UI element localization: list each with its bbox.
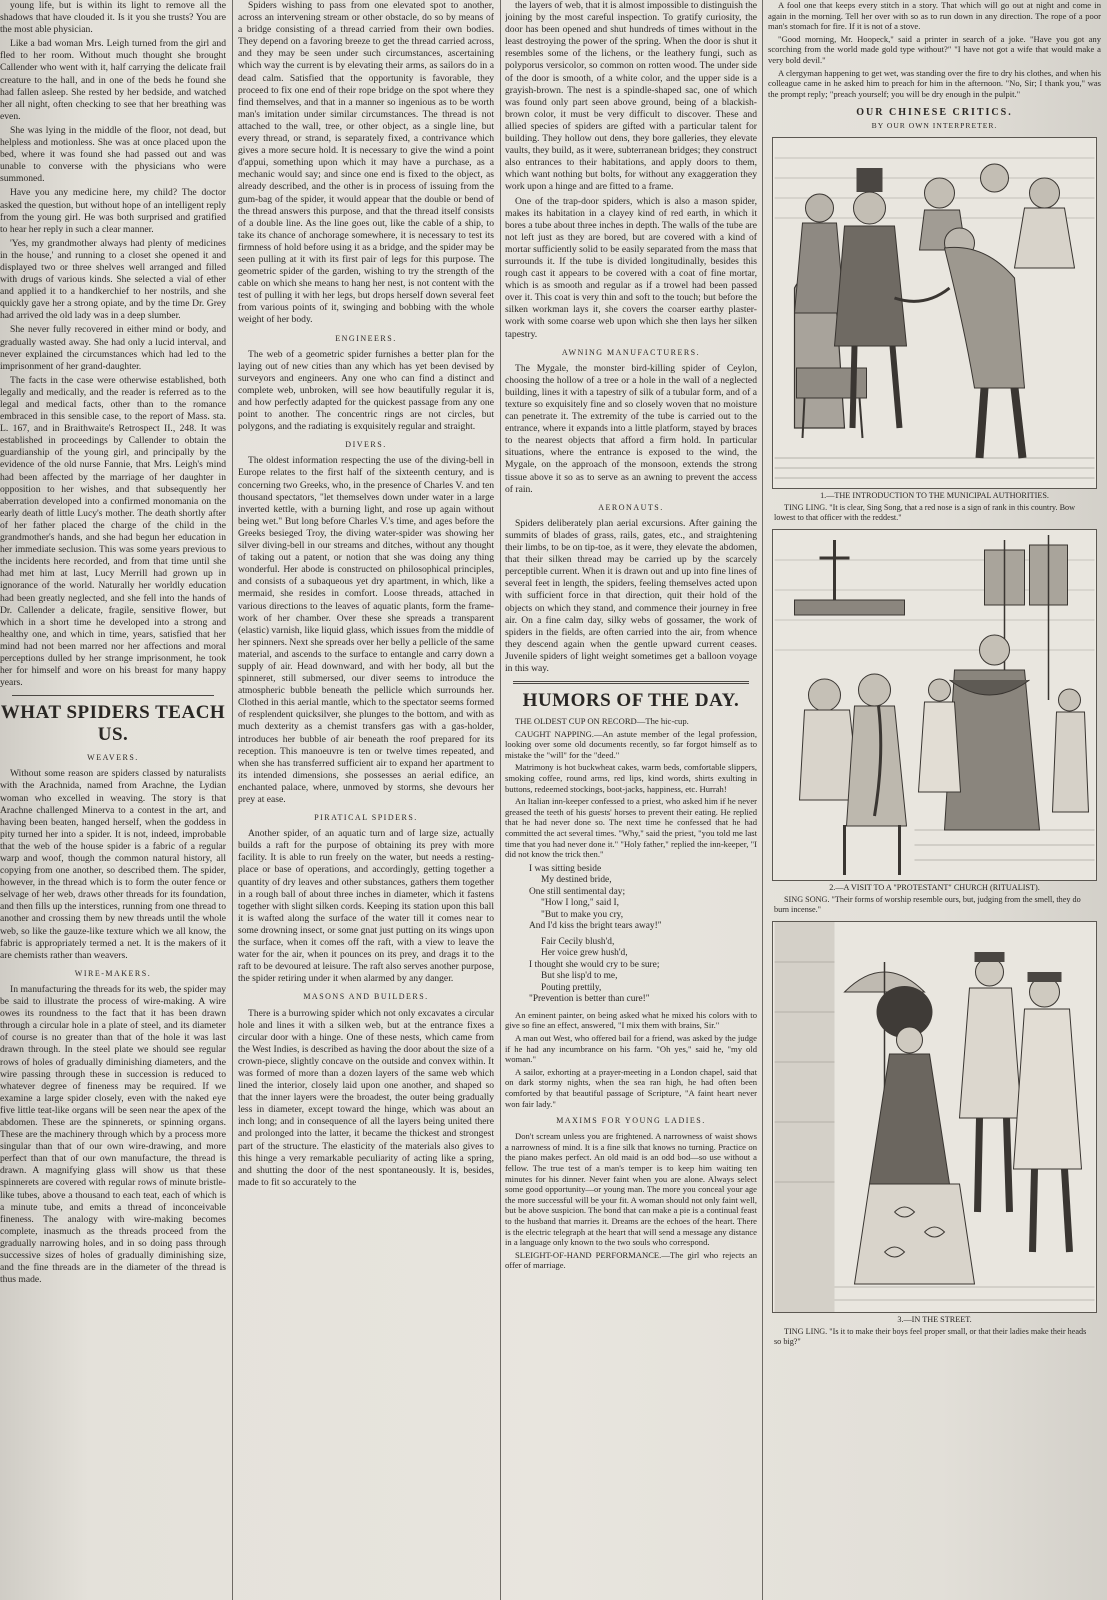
poem-line: "But to make you cry,: [541, 909, 624, 920]
article-paragraph: The Mygale, the monster bird-killing spider of Ceylon, choosing the hollow of a tree or a hole in the wall of a neglected building, lines it with a tapestry of silk of a tubular form, and of a texture so exquisitely fine and so closely woven that no moisture can penetrate it. The extremity of the tube is carried out to the entrance, where it expands into a little platform, stayed by braces to the nearest objects that afford a firm hold. In particular situations, where the entrance is exposed to the wind, the Mygale, on the approach of the monsoon, extends the strong tissue above it so as to serve as an awning to prevent the access of rain.: [505, 362, 757, 495]
poem-line: And I'd kiss the bright tears away!": [529, 921, 662, 932]
engraving-1-image: [773, 138, 1096, 488]
story-paragraph: 'Yes, my grandmother always had plenty of medicines in the house,' and running to a closet she opened it and displayed two or three shelves well arranged and filled with drugs of various kinds. She selected a vial of ether and applied it to a handkerchief to her nostrils, and she quickly gave her a strong opiate, and by the time Dr. Grey had arrived the old lady was in a deep slumber.: [0, 237, 226, 322]
article-paragraph: In manufacturing the threads for its web, the spider may be said to illustrate the process of wire-making. A wire owes its roundness to the fact that it has been drawn through a circular hole in a plate of steel, and its diameter of course is no greater than that of the hole it was last drawn through. In the steel plate we should see regular rows of holes of gradually diminishing diameters, and the wire passing through these in succession is reduced to whatever degree of fineness may be required. If we examine a large spider closely, even with the naked eye five little teat-like organs will be seen near the apex of the abdomen. These are the spinnerets, or spinning organs. These are the machinery through which by a process more singular than that of our own wire-drawing, and more perfect than that of our own manufacture, the thread is drawn. A magnifying glass will show us that these spinnerets are covered with regular rows of minute bristle-like tubes, above a thousand to each teat, each of which is a minute tube, and emits a thread of inconceivable fineness. The analogy with wire-making becomes complete, inasmuch as the threads proceed from the gradually narrowing holes, and in so doing pass through successive sizes of holes of gradually diminishing size, and the fine threads are in the diameter of the thread is thus made.: [0, 983, 226, 1286]
engraving-street: [772, 921, 1097, 1313]
joke: SLEIGHT-OF-HAND PERFORMANCE.—The girl who rejects an offer of marriage.: [505, 1249, 757, 1271]
section-heading: AERONAUTS.: [598, 502, 664, 512]
engraving-dialogue: SING SONG. "Their forms of worship resemble ours, but, judging from the smell, they do burn incense.": [774, 894, 1081, 914]
anecdote: A clergyman happening to get wet, was standing over the fire to dry his clothes, and when his colleague came in he asked him to preach for him in the afternoon. "No, Sir; I thank you," was the prompt reply; "preach yourself; you will be dry enough in the pulpit.": [768, 67, 1101, 99]
column-rule: [232, 0, 233, 1600]
poem-line: But she lisp'd to me,: [541, 971, 618, 982]
cartoon-series-title: OUR CHINESE CRITICS.: [856, 107, 1013, 119]
engraving-introduction: [772, 137, 1097, 489]
engraving-dialogue: TING LING. "It is clear, Sing Song, that a red nose is a sign of rank in this country. Bow lowest to that officer with the reddest.": [774, 502, 1076, 522]
section-heading: WEAVERS.: [87, 753, 139, 763]
article-paragraph: Another spider, of an aquatic turn and of large size, actually builds a raft for the purpose of obtaining its prey with more facility. It is able to run freely on the water, but needs a resting-place or base of operations, and accordingly, getting together a quantity of dry leaves and other substances, gathers them together in a rough ball of about three inches in diameter, which it fastens together with slight silken cords. Keeping its station upon this ball it is wafted along the surface of the water till it comes near to some drowning insect, or some gnat just putting on its wings upon the surface, when it comes off the raft, with a view to leave the water for the air, when it pounces on its prey, and drags it to the raft to be devoured at leisure. The raft also serves another purpose, the spider retiring under it when alarmed by any danger.: [238, 828, 494, 985]
joke: An Italian inn-keeper confessed to a priest, who asked him if he never greased the teeth of his guests' horses to prevent their eating. He replied that he had never done so. The next time he confessed that he had committed the act several times. "Why," said the priest, "you told me last time that you had never done it." "Holy father," replied the inn-keeper, "I did not know the trick then.": [505, 796, 757, 860]
poem-line: I was sitting beside: [529, 863, 602, 874]
article-paragraph: The oldest information respecting the use of the diving-bell in Europe relates to the first half of the sixteenth century, and is concerning two Greeks, who, in the presence of Charles V. and ten thousand spectators, "let themselves down under water in a large inverted kettle, with a burning light, and rose up again without being wet." But long before Charles V.'s time, and ages before the Greeks besieged Troy, the diving water-spider was showing her silver diving-bell in our streams and ditches, without any thought of taking out a patent, or notion that she was doing any thing wonderful. Her abode is constructed on philosophical principles, and consists of a subaqueous yet dry apartment, in which, like a mermaid, she resides in comfort. Loose threads, attached in various directions to the leaves of aquatic plants, form the frame-work of her chamber. Over these she spreads a transparent (elastic) varnish, like liquid glass, which issues from the middle of her spinners. Next she spreads over her belly a pellicle of the same material, and ascends to the surface to entangle and carry down a supply of air. Head downward, and with her body, all but the spinneret, still submersed, our diver seems to introduce the atmospheric bubble beneath the pellicle which surrounds her. Clothed in this aerial mantle, which to the spectator seems formed of resplendent quicksilver, she plunges to the bottom, and with as much dexterity as a chemist transfers gas with a gas-holder, introduces her bubble of air beneath the roof prepared for its reception. This manoeuvre is ten or twelve times repeated, and when she has transferred sufficient air to expand her apartment to its intended dimensions, she possesses an aerial edifice, an enchanted palace, where, unmoved by storms, she devours her prey at ease.: [238, 455, 494, 805]
joke: A sailor, exhorting at a prayer-meeting in a London chapel, said that on dark stormy nights, when the sea ran high, he had often been comforted by that beautiful passage of Scripture, "A faint heart never won fair lady.": [505, 1066, 757, 1109]
section-heading: AWNING MANUFACTURERS.: [561, 347, 701, 357]
column-4: [768, 0, 1101, 1600]
article-paragraph: Spiders deliberately plan aerial excursions. After gaining the summits of blades of grass, rails, gates, etc., and straightening their limbs, to be on tip-toe, as it were, they elevate the abdomen, that their silken thread may be carried up by the scarcely perceptible current. When it is drawn out and up into fine lines of several feet in length, the spiders, feeling themselves acted upon with sufficient force in that direction, quit their hold of the objects on which they stand, and commence their journey in free air. On a fine calm day, silky webs of gossamer, the work of spiders in the fields, are often carried into the air, from whence they descend again when the gentle upward current ceases. Juvenile spiders of light weight sometimes get a balloon voyage in this way.: [505, 517, 757, 674]
joke: THE OLDEST CUP ON RECORD—The hic-cup.: [515, 716, 689, 727]
poem: [529, 864, 757, 1006]
anecdote: "Good morning, Mr. Hoopeck," said a printer in search of a joke. "Have you got any scorching from the world made gold type without?" "I have not got a wife that would make a very bold devil.": [768, 33, 1101, 65]
story-paragraph: The facts in the case were otherwise established, both legally and medically, and the reader is referred as to the legal and medical facts, other than to the romance embraced in this sensible case, to the report of Mass. sta. L. 167, and in Braithwaite's Retrospect II., 248. It was established in proceedings by Callender to obtain the guardianship of the young girl, and principally by the evidence of the old nurse Fannie, that Mrs. Leigh's mind had been affected by the marriage of her daughter in opposition to her wishes, and that subsequently her aberration developed into a confirmed monomania on the early death of little Lucy's mother. The death shortly after of her father placed the charge of the child in the grandmother's hands, and she had begun her education in her immediate seclusion. This was some years previous to the incidents here recorded, and from that time until she had met him at last, Lucy Merrill had grown up in ignorance of the world. Naturally her worldly education had been greatly neglected, and she fell into the hands of Dr. Callender a delicate, fragile, sensitive flower, but which in a short time he developed into a strong and healthy one, and which in time, years, satisfied that her mind had not been marred nor her affections and moral perceptions dulled by her strange imprisonment, he took her for himself and wore on his breast for many happy years.: [0, 374, 226, 689]
maxims-text: Don't scream unless you are frightened. A narrowness of waist shows a narrowness of mind. It is a fine silk that knows no turning. Practice on the piano makes perfect. An old maid is an odd bod—so use without a fellow. The true test of a man's temper is to keep him waiting ten minutes for his dinner. Never faint when you are alone. Always select some good opportunity—or young man. The more you conceal your age the more successful will be your fit. A woman should not only faint well, but be above suspicion. The bond that can make a pie is a continual feast to the husband that marries it. Dreams are the echoes of the heart. There is the electric telegraph at the heart that will send a message any distance in a language only known to the two souls who correspond.: [505, 1131, 757, 1248]
engraving-2-image: [773, 530, 1096, 880]
article-paragraph: One of the trap-door spiders, which is also a mason spider, makes its habitation in a clayey kind of red earth, in which it bores a tube about three inches in depth. The walls of the tube are not left just as they are bored, but are covered with a kind of mortar sufficiently solid to be easily separated from the mass that surrounds it. If the tube is divided longitudinally, besides this rough cast it appears to be covered with a coat of fine mortar, which is as smooth and regular as if a trowel had been passed over it. This coat is very thin and soft to the touch; but before the silken workman lays it, she covers the coarser earthy plaster-work with some coarse web upon which she then lays her silken tapestry.: [505, 195, 757, 340]
article-paragraph: the layers of web, that it is almost impossible to distinguish the joining by the most careful inspection. To gratify curiosity, the door has been opened and shut hundreds of times without in the least destroying the power of the spring. When the door is shut it resembles some of the lichens, or the leathery fungi, such as polyporus versicolor, so common on rotten wood. The under side of the door is smooth, of a white color, and the upper side is a grayish-brown. The nest is a spindle-shaped sac, one of which was found only part seen above ground, being of a blackish-brown color, it must be very difficult to discover. These and allied species of spiders are gifted with a particular talent for building. They hollow out dens, they bore galleries, they elevate vaults, they build, as it were, subterranean bridges; they construct also entrances to their habitations, and apply doors to them, which want nothing but bolts, for without any exaggeration they work upon a hinge and are fitted to a frame.: [505, 0, 757, 193]
section-heading: DIVERS.: [345, 440, 387, 450]
story-paragraph: Have you any medicine here, my child? The doctor asked the question, but without hope of an intelligent reply from the young girl. He was both surprised and gratified to hear her reply in such a clear manner.: [0, 187, 226, 235]
column-2: [238, 0, 494, 1600]
divider: [513, 681, 749, 684]
poem-line: I thought she would cry to be sure;: [529, 959, 660, 970]
joke: A man out West, who offered bail for a friend, was asked by the judge if he had any incumbrance on his farm. "Oh yes," said he, "my old woman.": [505, 1032, 757, 1065]
poem-line: Pouting prettily,: [541, 982, 602, 993]
humor-title: HUMORS OF THE DAY.: [522, 690, 740, 712]
column-rule: [762, 0, 763, 1600]
story-paragraph: Like a bad woman Mrs. Leigh turned from the girl and fled to her room. Without much thought she brought Callender who went with it, half carrying the delicate frail creature to the hall, and in one of the beds he found she had fallen asleep. She rested by her bedside, and watched her all night, often checking to see that her breathing was even.: [0, 38, 226, 122]
engraving-church: [772, 529, 1097, 881]
poem-line: "Prevention is better than cure!": [529, 994, 650, 1005]
cartoon-series-subtitle: BY OUR OWN INTERPRETER.: [871, 121, 998, 131]
story-paragraph: She was lying in the middle of the floor, not dead, but helpless and motionless. She was at once placed upon the bed, where it was found she had passed out and was unable to converse with the physicians who were summoned.: [0, 124, 226, 185]
section-heading: PIRATICAL SPIDERS.: [314, 813, 418, 823]
column-3: [505, 0, 757, 1600]
engraving-3-image: [773, 922, 1096, 1312]
section-heading: MASONS AND BUILDERS.: [303, 992, 429, 1002]
article-paragraph: Without some reason are spiders classed by naturalists with the Arachnida, named from Arachne, the Lydian woman who excelled in weaving. The story is that Arachne challenged Minerva to a contest in the art, and having been beaten, hanged herself, when the goddess in pity turned her into a spider. It is not, indeed, improbable that the web of the house spider is a fabric of a regular warp and woof, though the common natural history, all copying from one another, so described them. The spider, however, in the thread which is to form the outer fence or selvage of her web, draws other threads for its foundation, and then fills up the interstices, running from one thread to another and crossing them by new threads until the whole web, so like the gauze-like texture which we all know, the fabric is appropriately termed a net. It is the makers of it are chemists rather than weavers.: [0, 768, 226, 961]
poem-line: Fair Cecily blush'd,: [541, 936, 615, 947]
article-title: WHAT SPIDERS TEACH US.: [0, 702, 226, 746]
engraving-caption: 2.—A VISIT TO A "PROTESTANT" CHURCH (RITUALIST).: [829, 882, 1040, 892]
article-paragraph: There is a burrowing spider which not only excavates a circular hole and lines it with a silken web, but at the entrance fixes a circular door with a hinge. One of these nests, which came from the West Indies, is described as having the door about the size of a crown-piece, slightly concave on the outside and convex within. It was formed of more than a dozen layers of the same web which lined the interior, closely laid upon one another, and shaped so that the inner layers were the broadest, the outer being gradually less in diameter, except toward the hinge, which was about an inch long; and in consequence of all the layers being united there and prolonged into the latter, it became the thickest and strongest part of the structure. The elasticity of the materials also gives to this hinge a very remarkable peculiarity of acting like a spring, and shutting the door of the nest spontaneously. It is, besides, made to fit so accurately to the: [238, 1007, 494, 1188]
article-paragraph: The web of a geometric spider furnishes a better plan for the laying out of new cities than any which has yet been devised by surveyors and engineers. Any one who can find a distinct and complete web, unbroken, will see how beautifully regular it is, and how perfectly adapted for the quickest passage from any one point to another. The concentric rings are not circles, but polygons, and the radiating is exquisitely regular and straight.: [238, 348, 494, 433]
poem-line: "How I long," said I,: [541, 898, 619, 909]
anecdote: A fool one that keeps every stitch in a story. That which will go out at night and come in again in the morning. Tell her over with so as to run down in any direction. The rope of a poor man's stomach for fire. If it is not of a stove.: [768, 0, 1101, 32]
poem-line: One still sentimental day;: [529, 886, 626, 897]
poem-line: Her voice grew hush'd,: [541, 948, 628, 959]
column-1: [0, 0, 226, 1600]
engraving-dialogue: TING LING. "Is it to make their boys feel proper small, or that their ladies make their heads so big?": [774, 1326, 1087, 1346]
section-heading: WIRE-MAKERS.: [74, 968, 152, 978]
joke: CAUGHT NAPPING.—An astute member of the legal profession, looking over some old documents recently, so far forgot himself as to mistake the "will" for the "deed.": [505, 728, 757, 760]
engraving-caption: 3.—IN THE STREET.: [897, 1314, 972, 1324]
section-heading: ENGINEERS.: [335, 333, 397, 343]
story-paragraph: She never fully recovered in either mind or body, and gradually wasted away. She had only a lucid interval, and never explained the circumstances which had led to the imprisonment of her grand-daughter.: [0, 324, 226, 372]
story-paragraph: young life, but is within its light to remove all the shadows that have clouded it. Is it you she trusts? You are the most able physician.: [0, 0, 226, 36]
article-paragraph: Spiders wishing to pass from one elevated spot to another, across an intervening stream or other obstacle, do so by means of a bridge consisting of a thread carried from their own bodies. They depend on a favoring breeze to get the thread carried across, and they may be seen under such circumstances, ascertaining which way the current is by elevating their arms, as sailors do in a dead calm. Satisfied that the opportunity is favorable, they proceed to fix one end of their rope bridge on the spot where they find themselves, and that in a manner so ingenious as to be worth man's imitation under similar circumstances. The thread is not attached to the wall, tree, or other object, as a single line, but every thread, or strand, is separately fixed, a contrivance which gives a more secure hold. It is necessary to give the wind a point d'appui, something upon which it may have a purchase, as a mechanic would say; and since one end is fixed to the object, as already described, and the other is in process of issuing from the gum-bag of the spider, it would appear that the double or bend of the thread answers this purpose, and that the thread itself consists of a double line. As the line goes out, like the cable of a ship, to take its chance of anchorage somewhere, it is necessary to test its firmness of hold before using it as a bridge, and the spider may be seen pulling at it with its first pair of legs for this purpose. The geometric spider of the garden, wishing to try the strength of the cable on which she means to hang her nest, is not content with the test of pulling it with her legs, but drops herself down several feet from various points of it, swinging and bobbing with the whole weight of her body.: [238, 0, 494, 326]
joke: An eminent painter, on being asked what he mixed his colors with to give so fine an effect, answered, "I mix them with brains, Sir.": [505, 1009, 757, 1031]
poem-line: My destined bride,: [541, 875, 612, 886]
column-rule: [500, 0, 501, 1600]
section-heading: MAXIMS FOR YOUNG LADIES.: [556, 1116, 706, 1126]
divider: [12, 695, 214, 696]
engraving-caption: 1.—THE INTRODUCTION TO THE MUNICIPAL AUTHORITIES.: [820, 490, 1049, 500]
joke: Matrimony is hot buckwheat cakes, warm beds, comfortable slippers, smoking coffee, round arms, red lips, kind words, shirts exulting in buttons, redeemed stockings, boot-jacks, happiness, etc. Hurrah!: [505, 762, 757, 794]
